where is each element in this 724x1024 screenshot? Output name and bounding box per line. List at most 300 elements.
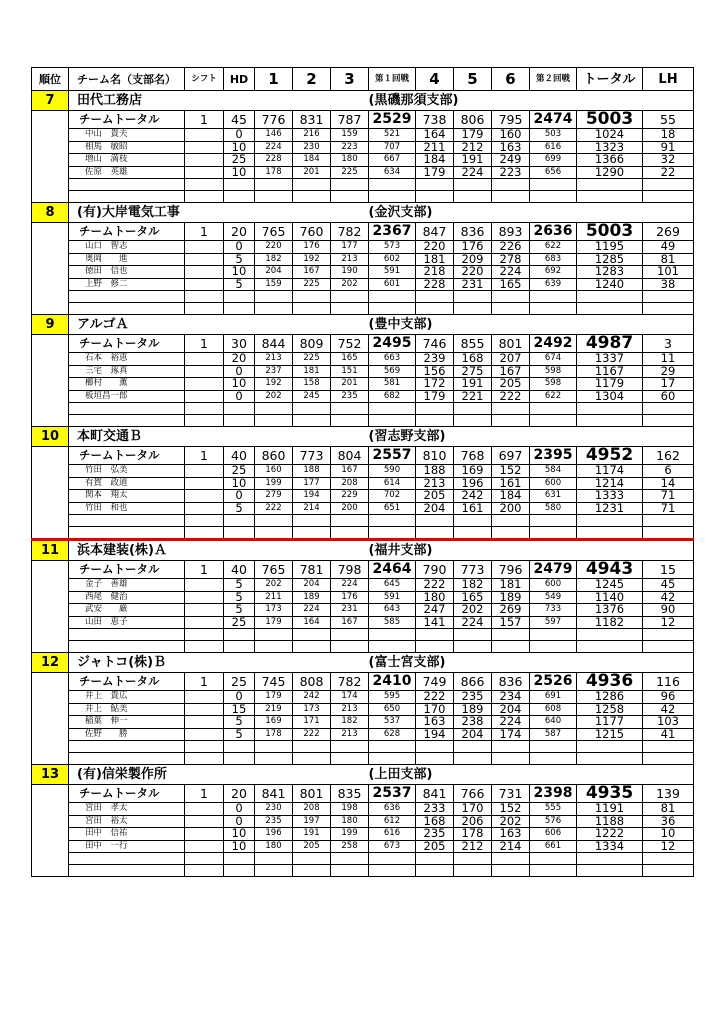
member-g6: 223 [492, 166, 530, 179]
member-name: 三宅 琢真 [69, 365, 185, 378]
member-g2: 214 [293, 502, 331, 515]
blank-cell [369, 527, 416, 540]
blank-cell [331, 853, 369, 865]
total-shift: 1 [185, 673, 224, 691]
member-row [32, 266, 694, 279]
blank-cell [577, 515, 643, 527]
member-g2: 158 [293, 378, 331, 391]
member-g5: 242 [454, 490, 492, 503]
blank-cell [185, 515, 224, 527]
member-hd: 10 [224, 378, 255, 391]
blank-cell [530, 741, 577, 753]
blank-cell [577, 303, 643, 315]
member-r1: 628 [369, 728, 416, 741]
member-g6: 152 [492, 465, 530, 478]
blank-cell [255, 515, 293, 527]
total-hd: 20 [224, 785, 255, 803]
total-total: 4943 [577, 561, 643, 579]
member-total: 1215 [577, 728, 643, 741]
blank-cell [454, 753, 492, 765]
member-name: 山口 智志 [69, 241, 185, 254]
member-hd: 0 [224, 490, 255, 503]
member-g5: 220 [454, 266, 492, 279]
blank-cell [643, 641, 694, 653]
member-name: 奥岡 進 [69, 253, 185, 266]
member-hd: 5 [224, 604, 255, 617]
total-g6: 836 [492, 673, 530, 691]
member-r1: 590 [369, 465, 416, 478]
header-game-6: 6 [492, 68, 530, 91]
blank-cell [454, 865, 492, 877]
results-table [31, 67, 694, 877]
member-g4: 222 [416, 691, 454, 704]
total-hd: 45 [224, 111, 255, 129]
blank-cell [416, 527, 454, 540]
member-g1: 228 [255, 154, 293, 167]
header-game-5: 5 [454, 68, 492, 91]
member-g5: 235 [454, 691, 492, 704]
member-total: 1376 [577, 604, 643, 617]
blank-cell [530, 515, 577, 527]
member-g5: 182 [454, 579, 492, 592]
member-r2: 598 [530, 365, 577, 378]
member-g5: 212 [454, 840, 492, 853]
total-g6: 697 [492, 447, 530, 465]
blank-cell [416, 641, 454, 653]
member-r2: 503 [530, 129, 577, 142]
blank-cell [369, 865, 416, 877]
member-r2: 600 [530, 579, 577, 592]
member-r2: 622 [530, 390, 577, 403]
member-lh: 41 [643, 728, 694, 741]
blank-cell [577, 403, 643, 415]
member-row [32, 728, 694, 741]
blank-cell [454, 515, 492, 527]
member-g5: 238 [454, 716, 492, 729]
member-row [32, 716, 694, 729]
member-g6: 174 [492, 728, 530, 741]
member-g1: 169 [255, 716, 293, 729]
member-r1: 591 [369, 591, 416, 604]
blank-cell [293, 865, 331, 877]
member-g3: 213 [331, 728, 369, 741]
blank-cell [293, 641, 331, 653]
member-r2: 580 [530, 502, 577, 515]
member-r2: 631 [530, 490, 577, 503]
member-r1: 643 [369, 604, 416, 617]
team-total-label: チームトータル [69, 561, 185, 579]
member-shift [185, 477, 224, 490]
blank-row [32, 641, 694, 653]
total-shift: 1 [185, 785, 224, 803]
total-r1: 2557 [369, 447, 416, 465]
member-g2: 177 [293, 477, 331, 490]
total-g5: 768 [454, 447, 492, 465]
total-hd: 30 [224, 335, 255, 353]
total-g3: 798 [331, 561, 369, 579]
member-lh: 45 [643, 579, 694, 592]
team-row [32, 427, 694, 447]
blank-cell [369, 515, 416, 527]
member-row [32, 579, 694, 592]
member-g1: 202 [255, 390, 293, 403]
blank-cell [331, 741, 369, 753]
blank-cell [255, 753, 293, 765]
blank-cell [369, 641, 416, 653]
blank-cell [69, 741, 185, 753]
blank-cell [643, 415, 694, 427]
blank-cell [293, 853, 331, 865]
team-total-label: チームトータル [69, 335, 185, 353]
member-hd: 0 [224, 815, 255, 828]
total-r2: 2398 [530, 785, 577, 803]
member-total: 1174 [577, 465, 643, 478]
member-g6: 269 [492, 604, 530, 617]
blank-cell [69, 515, 185, 527]
member-g5: 165 [454, 591, 492, 604]
member-row [32, 166, 694, 179]
member-r1: 537 [369, 716, 416, 729]
member-shift [185, 591, 224, 604]
blank-cell [492, 629, 530, 641]
member-g4: 141 [416, 616, 454, 629]
total-g1: 844 [255, 335, 293, 353]
member-lh: 12 [643, 616, 694, 629]
blank-cell [643, 865, 694, 877]
member-name: 田中 一行 [69, 840, 185, 853]
blank-cell [255, 291, 293, 303]
member-g6: 224 [492, 266, 530, 279]
member-total: 1337 [577, 353, 643, 366]
member-hd: 20 [224, 353, 255, 366]
member-g3: 151 [331, 365, 369, 378]
blank-cell [577, 641, 643, 653]
member-lh: 38 [643, 278, 694, 291]
blank-cell [643, 527, 694, 540]
member-lh: 18 [643, 129, 694, 142]
blank-cell [492, 515, 530, 527]
member-g1: 202 [255, 579, 293, 592]
member-g2: 191 [293, 828, 331, 841]
member-total: 1285 [577, 253, 643, 266]
member-total: 1283 [577, 266, 643, 279]
member-g2: 204 [293, 579, 331, 592]
member-g3: 190 [331, 266, 369, 279]
member-g3: 200 [331, 502, 369, 515]
blank-cell [331, 191, 369, 203]
blank-cell [293, 403, 331, 415]
member-g5: 176 [454, 241, 492, 254]
blank-cell [331, 303, 369, 315]
member-hd: 25 [224, 154, 255, 167]
blank-cell [185, 741, 224, 753]
member-g5: 161 [454, 502, 492, 515]
member-row [32, 803, 694, 816]
header-total: トータル [577, 68, 643, 91]
blank-cell [577, 179, 643, 191]
blank-cell [185, 629, 224, 641]
member-lh: 22 [643, 166, 694, 179]
member-hd: 10 [224, 166, 255, 179]
member-g4: 194 [416, 728, 454, 741]
member-shift [185, 253, 224, 266]
blank-cell [224, 303, 255, 315]
blank-cell [530, 527, 577, 540]
member-g1: 222 [255, 502, 293, 515]
member-r2: 606 [530, 828, 577, 841]
member-shift [185, 502, 224, 515]
blank-cell [224, 179, 255, 191]
member-g3: 174 [331, 691, 369, 704]
member-total: 1214 [577, 477, 643, 490]
member-total: 1304 [577, 390, 643, 403]
blank-cell [492, 853, 530, 865]
blank-cell [416, 753, 454, 765]
header-round-1: 第１回戦 [369, 68, 416, 91]
blank-cell [369, 191, 416, 203]
rank-spacer [32, 561, 69, 653]
blank-cell [224, 629, 255, 641]
member-hd: 5 [224, 278, 255, 291]
member-g6: 226 [492, 241, 530, 254]
member-row [32, 703, 694, 716]
member-g4: 247 [416, 604, 454, 617]
member-g4: 205 [416, 840, 454, 853]
member-r2: 622 [530, 241, 577, 254]
member-name: 関本 翔太 [69, 490, 185, 503]
blank-row [32, 865, 694, 877]
member-g3: 165 [331, 353, 369, 366]
member-g2: 222 [293, 728, 331, 741]
total-r1: 2529 [369, 111, 416, 129]
blank-row [32, 853, 694, 865]
blank-cell [492, 191, 530, 203]
total-g4: 738 [416, 111, 454, 129]
member-g1: 219 [255, 703, 293, 716]
member-shift [185, 840, 224, 853]
total-lh: 116 [643, 673, 694, 691]
blank-cell [293, 741, 331, 753]
member-shift [185, 353, 224, 366]
member-shift [185, 803, 224, 816]
member-name: 櫛村 薫 [69, 378, 185, 391]
total-g1: 860 [255, 447, 293, 465]
total-r1: 2495 [369, 335, 416, 353]
team-rank: 9 [32, 315, 69, 335]
blank-cell [185, 303, 224, 315]
rank-spacer [32, 223, 69, 315]
member-r1: 573 [369, 241, 416, 254]
blank-cell [69, 415, 185, 427]
member-r1: 601 [369, 278, 416, 291]
member-r2: 692 [530, 266, 577, 279]
team-rank: 10 [32, 427, 69, 447]
total-lh: 3 [643, 335, 694, 353]
member-lh: 71 [643, 490, 694, 503]
team-total-label: チームトータル [69, 785, 185, 803]
blank-cell [577, 527, 643, 540]
total-g6: 796 [492, 561, 530, 579]
blank-cell [331, 527, 369, 540]
member-lh: 91 [643, 141, 694, 154]
total-hd: 40 [224, 447, 255, 465]
member-total: 1245 [577, 579, 643, 592]
total-total: 4952 [577, 447, 643, 465]
blank-cell [416, 853, 454, 865]
member-g5: 178 [454, 828, 492, 841]
blank-cell [69, 629, 185, 641]
member-g2: 194 [293, 490, 331, 503]
team-total-row [32, 561, 694, 579]
total-r2: 2636 [530, 223, 577, 241]
member-hd: 10 [224, 266, 255, 279]
blank-cell [454, 415, 492, 427]
blank-cell [69, 853, 185, 865]
team-total-row [32, 111, 694, 129]
member-g4: 218 [416, 266, 454, 279]
member-row [32, 465, 694, 478]
blank-cell [416, 403, 454, 415]
blank-cell [69, 191, 185, 203]
blank-cell [224, 403, 255, 415]
member-lh: 36 [643, 815, 694, 828]
member-g2: 184 [293, 154, 331, 167]
header-game-4: 4 [416, 68, 454, 91]
member-hd: 10 [224, 141, 255, 154]
team-total-row [32, 335, 694, 353]
blank-cell [331, 629, 369, 641]
blank-cell [454, 741, 492, 753]
member-g5: 221 [454, 390, 492, 403]
member-hd: 25 [224, 465, 255, 478]
member-total: 1222 [577, 828, 643, 841]
member-total: 1366 [577, 154, 643, 167]
member-r1: 663 [369, 353, 416, 366]
member-g4: 239 [416, 353, 454, 366]
total-g2: 801 [293, 785, 331, 803]
member-g6: 165 [492, 278, 530, 291]
blank-cell [454, 191, 492, 203]
total-total: 5003 [577, 223, 643, 241]
blank-cell [369, 403, 416, 415]
member-g3: 225 [331, 166, 369, 179]
rank-spacer [32, 673, 69, 765]
member-r1: 616 [369, 828, 416, 841]
member-shift [185, 266, 224, 279]
member-g3: 198 [331, 803, 369, 816]
member-lh: 11 [643, 353, 694, 366]
member-shift [185, 365, 224, 378]
team-total-row [32, 673, 694, 691]
member-g2: 225 [293, 278, 331, 291]
member-lh: 90 [643, 604, 694, 617]
member-r2: 661 [530, 840, 577, 853]
blank-cell [369, 179, 416, 191]
member-shift [185, 278, 224, 291]
member-g4: 228 [416, 278, 454, 291]
member-row [32, 154, 694, 167]
member-r1: 636 [369, 803, 416, 816]
member-g6: 278 [492, 253, 530, 266]
member-r2: 598 [530, 378, 577, 391]
member-total: 1191 [577, 803, 643, 816]
header-game-3: 3 [331, 68, 369, 91]
member-g5: 191 [454, 154, 492, 167]
member-g6: 214 [492, 840, 530, 853]
member-name: 稲葉 伸一 [69, 716, 185, 729]
total-g2: 773 [293, 447, 331, 465]
header-row [32, 68, 694, 91]
member-g5: 202 [454, 604, 492, 617]
blank-cell [185, 753, 224, 765]
blank-cell [255, 527, 293, 540]
member-g6: 234 [492, 691, 530, 704]
blank-cell [224, 527, 255, 540]
member-g1: 211 [255, 591, 293, 604]
member-lh: 96 [643, 691, 694, 704]
member-name: 竹田 弘美 [69, 465, 185, 478]
member-r2: 674 [530, 353, 577, 366]
blank-cell [416, 865, 454, 877]
member-g1: 204 [255, 266, 293, 279]
rank-spacer [32, 335, 69, 427]
member-g2: 242 [293, 691, 331, 704]
blank-cell [331, 641, 369, 653]
blank-cell [643, 291, 694, 303]
member-g5: 231 [454, 278, 492, 291]
blank-cell [185, 179, 224, 191]
total-g5: 773 [454, 561, 492, 579]
member-g5: 191 [454, 378, 492, 391]
member-g3: 167 [331, 616, 369, 629]
blank-cell [492, 179, 530, 191]
member-total: 1182 [577, 616, 643, 629]
blank-cell [454, 179, 492, 191]
total-r2: 2479 [530, 561, 577, 579]
member-g3: 224 [331, 579, 369, 592]
blank-cell [416, 303, 454, 315]
member-lh: 42 [643, 591, 694, 604]
member-g5: 179 [454, 129, 492, 142]
member-g4: 211 [416, 141, 454, 154]
member-row [32, 365, 694, 378]
blank-cell [224, 515, 255, 527]
total-total: 5003 [577, 111, 643, 129]
member-lh: 71 [643, 502, 694, 515]
blank-cell [255, 853, 293, 865]
blank-cell [224, 865, 255, 877]
member-hd: 0 [224, 241, 255, 254]
member-g2: 181 [293, 365, 331, 378]
member-name: 佐野 勝 [69, 728, 185, 741]
rank-spacer [32, 785, 69, 877]
member-total: 1333 [577, 490, 643, 503]
member-name: 竹田 和也 [69, 502, 185, 515]
member-g2: 167 [293, 266, 331, 279]
team-row [32, 653, 694, 673]
member-r1: 673 [369, 840, 416, 853]
blank-cell [492, 741, 530, 753]
blank-cell [492, 415, 530, 427]
total-g3: 787 [331, 111, 369, 129]
member-name: 宮田 孝太 [69, 803, 185, 816]
total-total: 4935 [577, 785, 643, 803]
member-g4: 233 [416, 803, 454, 816]
member-g1: 199 [255, 477, 293, 490]
total-g1: 765 [255, 223, 293, 241]
member-g6: 184 [492, 490, 530, 503]
blank-cell [643, 191, 694, 203]
